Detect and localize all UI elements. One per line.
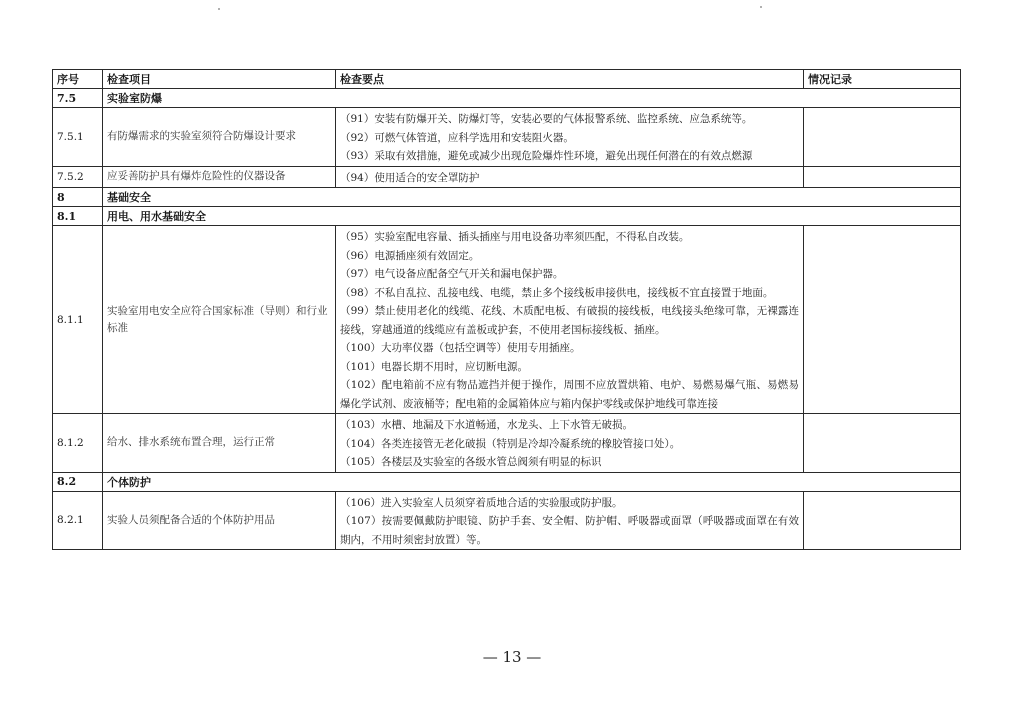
point-102: （102）配电箱前不应有物品遮挡并便于操作，周围不应放置烘箱、电炉、易燃易爆气瓶、易燃易爆化学试剂、废液桶等；配电箱的金属箱体应与箱内保护零线或保护地线可靠连接 xyxy=(340,379,799,410)
table-row-8-1-2 xyxy=(53,414,961,473)
point-91: （91）安装有防爆开关、防爆灯等，安装必要的气体报警系统、监控系统、应急系统等。 xyxy=(340,113,753,125)
point-94: （94）使用适合的安全罩防护 xyxy=(340,171,480,184)
point-106: （106）进入实验室人员须穿着质地合适的实验服或防护服。 xyxy=(340,496,623,509)
row-item: 应妥善防护具有爆炸危险性的仪器设备 xyxy=(103,166,336,188)
point-101: （101）电器长期不用时，应切断电源。 xyxy=(340,360,529,373)
section-title: 个体防护 xyxy=(103,472,961,491)
header-no: 序号 xyxy=(53,70,103,89)
inspection-table xyxy=(52,69,961,550)
scan-speck xyxy=(760,6,762,8)
point-105: （105）各楼层及实验室的各级水管总阀须有明显的标识 xyxy=(340,456,602,468)
row-points xyxy=(336,226,804,414)
point-99: （99）禁止使用老化的线缆、花线、木质配电板、有破损的接线板，电线接头绝缘可靠，无裸露连接线，穿越通道的线缆应有盖板或护套，不使用老国标接线板、插座。 xyxy=(340,305,799,336)
section-row-8-1 xyxy=(53,207,961,226)
record-cell xyxy=(804,108,961,167)
section-title: 基础安全 xyxy=(103,188,961,207)
row-item: 实验人员须配备合适的个体防护用品 xyxy=(103,491,336,550)
row-no: 7.5.1 xyxy=(53,108,103,167)
point-104: （104）各类连接管无老化破损（特别是冷却冷凝系统的橡胶管接口处）。 xyxy=(340,437,681,450)
scan-speck xyxy=(218,8,220,10)
section-no: 8.1 xyxy=(53,207,103,226)
section-row-8 xyxy=(53,188,961,207)
point-103: （103）水槽、地漏及下水道畅通，水龙头、上下水管无破损。 xyxy=(340,419,634,431)
point-100: （100）大功率仪器（包括空调等）使用专用插座。 xyxy=(340,342,581,354)
row-item: 给水、排水系统布置合理，运行正常 xyxy=(103,414,336,473)
row-points xyxy=(336,414,804,473)
table-header-row xyxy=(53,70,961,89)
record-cell xyxy=(804,166,961,188)
section-row-7-5 xyxy=(53,89,961,108)
row-points xyxy=(336,166,804,188)
point-92: （92）可燃气体管道，应科学选用和安装阻火器。 xyxy=(340,131,574,144)
section-no: 8 xyxy=(53,188,103,207)
point-93: （93）采取有效措施，避免或减少出现危险爆炸性环境，避免出现任何潜在的有效点燃源 xyxy=(340,150,753,162)
row-item: 实验室用电安全应符合国家标准（导则）和行业标准 xyxy=(103,226,336,414)
row-no: 8.2.1 xyxy=(53,491,103,550)
point-98: （98）不私自乱拉、乱接电线、电缆，禁止多个接线板串接供电，接线板不宜直接置于地面。 xyxy=(340,286,774,299)
section-title: 用电、用水基础安全 xyxy=(103,207,961,226)
point-97: （97）电气设备应配备空气开关和漏电保护器。 xyxy=(340,268,564,280)
table-row-7-5-2 xyxy=(53,166,961,188)
section-row-8-2 xyxy=(53,472,961,491)
header-points: 检查要点 xyxy=(336,70,804,89)
header-record: 情况记录 xyxy=(804,70,961,89)
row-points xyxy=(336,491,804,550)
point-95: （95）实验室配电容量、插头插座与用电设备功率须匹配，不得私自改装。 xyxy=(340,231,690,243)
record-cell xyxy=(804,491,961,550)
section-no: 8.2 xyxy=(53,472,103,491)
table-row-7-5-1 xyxy=(53,108,961,167)
row-no: 7.5.2 xyxy=(53,166,103,188)
point-96: （96）电源插座须有效固定。 xyxy=(340,249,480,262)
table-row-8-2-1 xyxy=(53,491,961,550)
row-no: 8.1.2 xyxy=(53,414,103,473)
row-no: 8.1.1 xyxy=(53,226,103,414)
record-cell xyxy=(804,226,961,414)
header-item: 检查项目 xyxy=(103,70,336,89)
table-row-8-1-1 xyxy=(53,226,961,414)
row-item: 有防爆需求的实验室须符合防爆设计要求 xyxy=(103,108,336,167)
record-cell xyxy=(804,414,961,473)
point-107: （107）按需要佩戴防护眼镜、防护手套、安全帽、防护帽、呼吸器或面罩（呼吸器或面罩在有效期内，不用时须密封放置）等。 xyxy=(340,515,799,546)
row-points xyxy=(336,108,804,167)
section-title: 实验室防爆 xyxy=(103,89,961,108)
section-no: 7.5 xyxy=(53,89,103,108)
page-number: — 13 — xyxy=(482,648,542,666)
